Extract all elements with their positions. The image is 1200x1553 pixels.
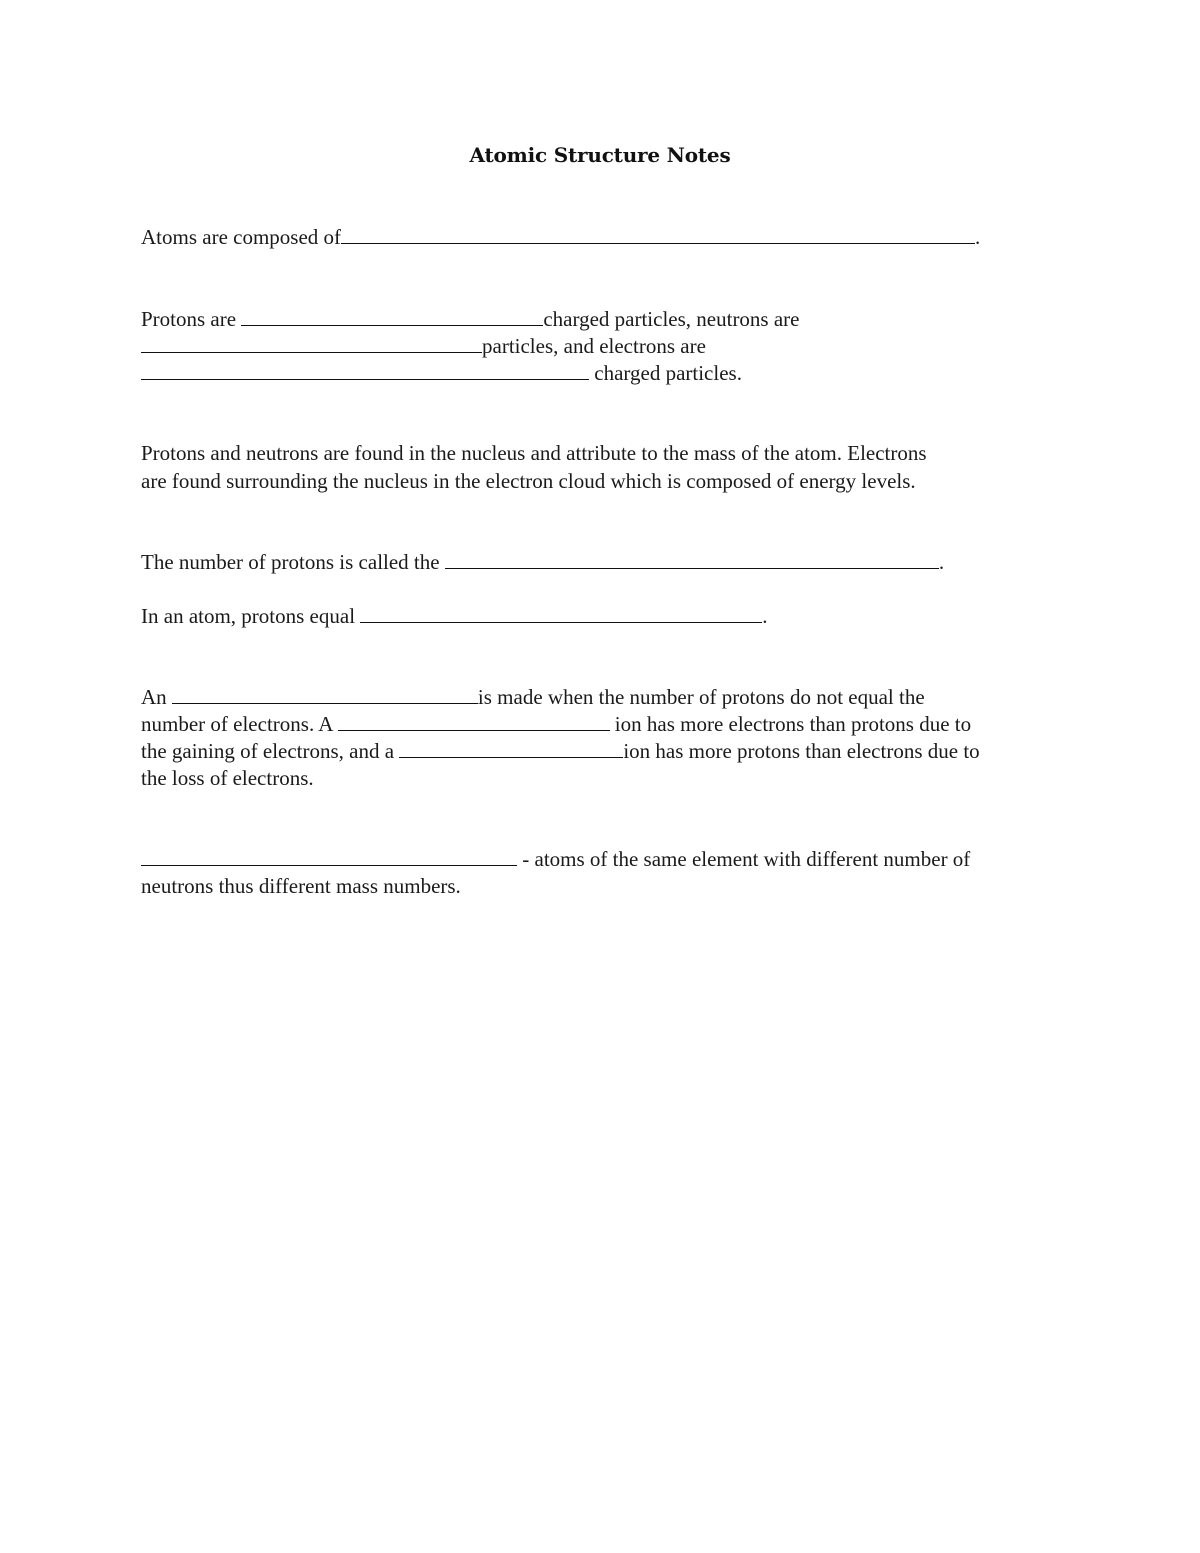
- text-more-protons: ion has more protons than electrons due to: [623, 739, 980, 763]
- text-more-electrons: ion has more electrons than protons due to: [609, 712, 972, 736]
- sentence-protons-line3: [141, 360, 742, 387]
- text-protons-are: Protons are: [141, 307, 242, 331]
- text-period: .: [975, 225, 981, 249]
- sentence-number-protons: [141, 549, 944, 576]
- blank-ion[interactable]: [172, 684, 478, 704]
- text-charged-neutrons: charged particles, neutrons are: [543, 307, 800, 331]
- text-is-made: is made when the number of protons do not equal the: [477, 685, 925, 709]
- blank-isotopes[interactable]: [141, 846, 517, 866]
- blank-cation[interactable]: [399, 738, 623, 758]
- paragraph-ion-line1: [141, 684, 925, 711]
- text-atoms-composed: Atoms are composed of: [141, 225, 342, 249]
- page-title: Atomic Structure Notes: [469, 143, 731, 167]
- text-isotope-definition: - atoms of the same element with different number of: [517, 847, 971, 871]
- paragraph-ion-line4: the loss of electrons.: [141, 766, 314, 790]
- blank-atoms-composed[interactable]: [341, 224, 975, 244]
- text-charged-particles: charged particles.: [589, 361, 742, 385]
- text-number-electrons: number of electrons. A: [141, 712, 338, 736]
- text-period: .: [762, 604, 768, 628]
- sentence-protons-line2: [141, 333, 706, 360]
- sentence-protons-equal: [141, 603, 768, 630]
- text-protons-equal: In an atom, protons equal: [141, 604, 361, 628]
- text-period: .: [938, 550, 945, 574]
- blank-atomic-number[interactable]: [445, 549, 939, 569]
- sentence-isotopes-line2: neutrons thus different mass numbers.: [141, 874, 461, 898]
- blank-neutron-charge[interactable]: [141, 333, 482, 353]
- sentence-isotopes-line1: [141, 846, 970, 873]
- text-number-protons: The number of protons is called the: [141, 550, 445, 574]
- blank-electron-charge[interactable]: [141, 360, 589, 380]
- sentence-protons-line1: [141, 306, 800, 333]
- blank-anion[interactable]: [338, 711, 610, 731]
- paragraph-ion-line2: [141, 711, 971, 738]
- text-an: An: [141, 685, 172, 709]
- paragraph-ion-line3: [141, 738, 980, 765]
- paragraph-nucleus-line2: are found surrounding the nucleus in the electron cloud which is composed of energy levels.: [141, 469, 916, 493]
- sentence-atoms-composed: [141, 224, 980, 251]
- text-gaining-electrons: the gaining of electrons, and a: [141, 739, 400, 763]
- blank-protons-equal[interactable]: [360, 603, 762, 623]
- blank-proton-charge[interactable]: [241, 306, 543, 326]
- text-particles-electrons: particles, and electrons are: [482, 334, 706, 358]
- paragraph-nucleus-line1: Protons and neutrons are found in the nucleus and attribute to the mass of the atom. Electrons: [141, 441, 927, 465]
